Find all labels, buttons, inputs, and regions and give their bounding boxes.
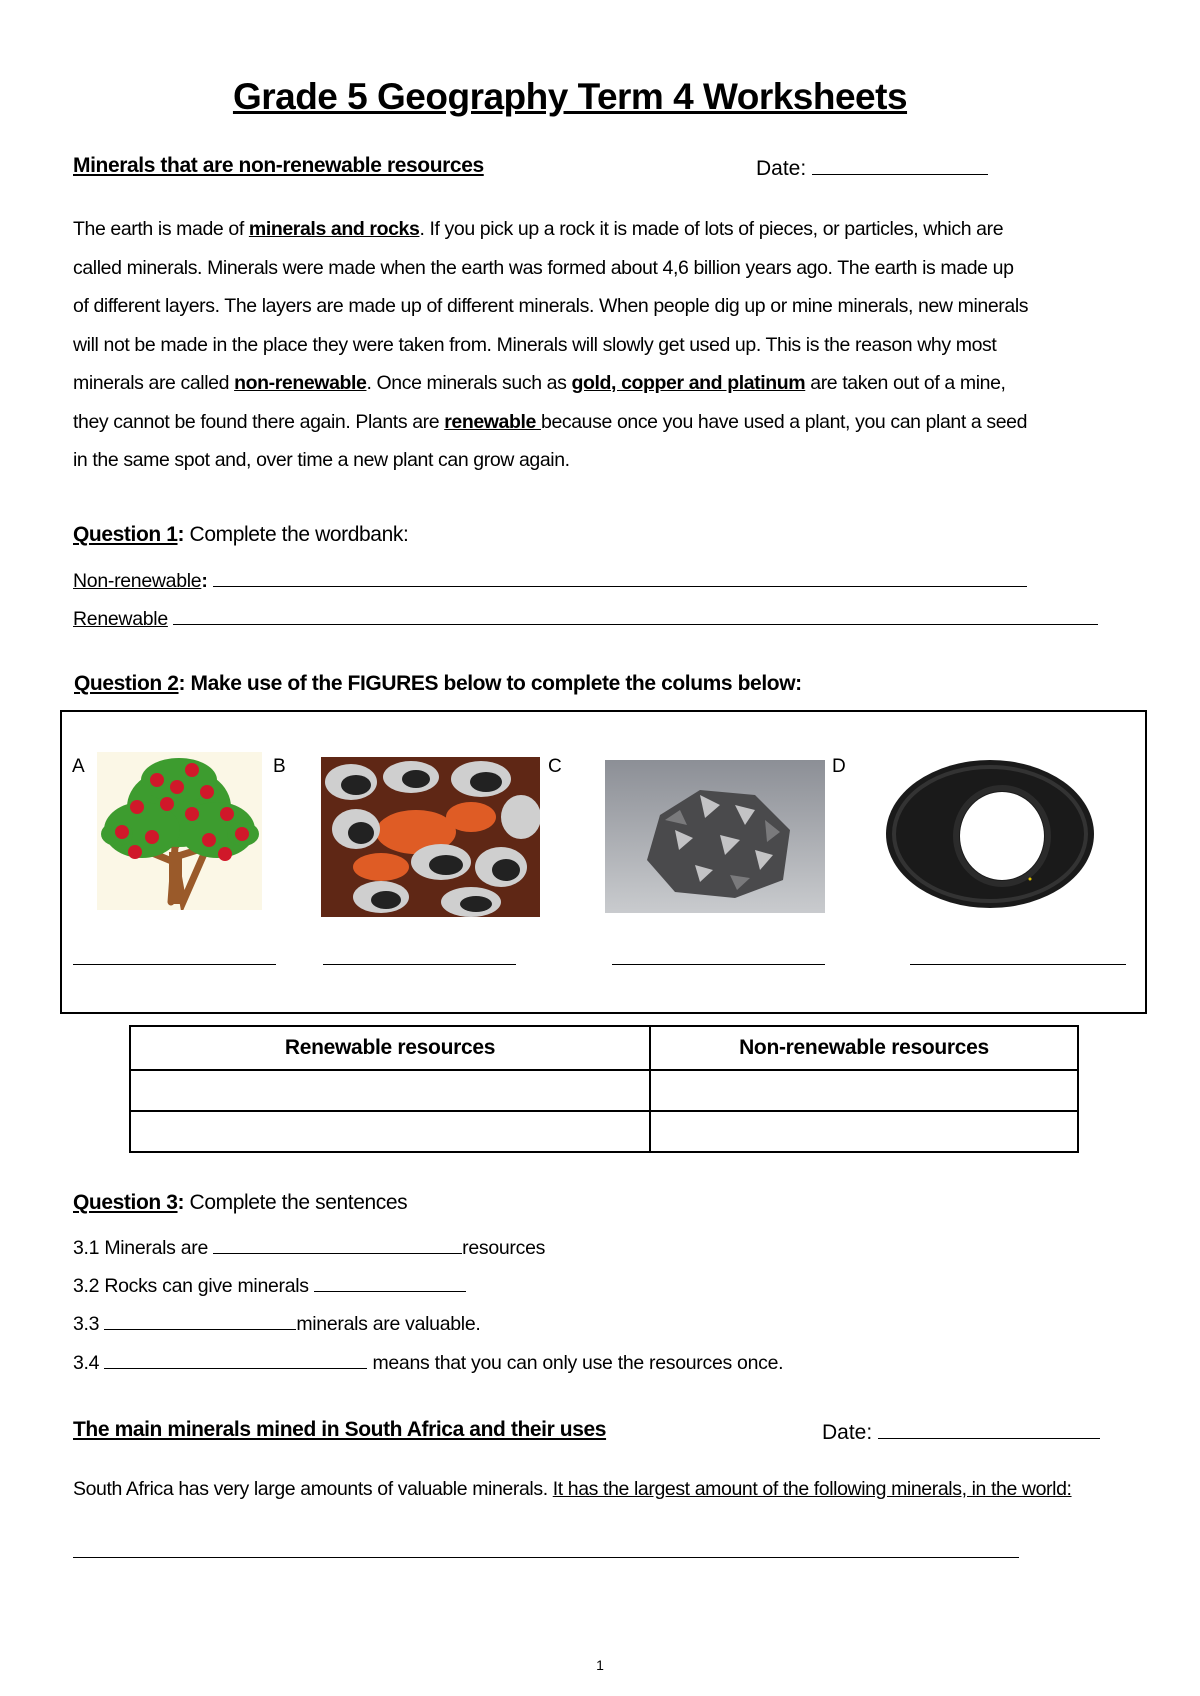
figure-b-coal-image bbox=[321, 757, 540, 917]
figure-label-b: B bbox=[273, 756, 286, 777]
table-cell-renewable-2[interactable] bbox=[130, 1111, 650, 1152]
figure-d-answer-line[interactable] bbox=[910, 964, 1126, 965]
sentence-3-1: 3.1 Minerals are resources bbox=[73, 1233, 545, 1260]
figure-a-answer-line[interactable] bbox=[73, 964, 276, 965]
figure-label-c: C bbox=[548, 756, 562, 777]
date-label: Date: bbox=[756, 157, 807, 180]
sentence-3-3: 3.3 minerals are valuable. bbox=[73, 1309, 481, 1336]
sentence-3-3-blank[interactable] bbox=[104, 1309, 296, 1330]
keyword-minerals-rocks: minerals and rocks bbox=[248, 218, 420, 240]
table-cell-non-renewable-1[interactable] bbox=[650, 1070, 1078, 1111]
question-1-heading: Question 1: Complete the wordbank: bbox=[73, 523, 409, 546]
date-field-2[interactable] bbox=[822, 1418, 1100, 1445]
section-heading-main-minerals: The main minerals mined in South Africa and their uses bbox=[73, 1418, 607, 1441]
section-heading-minerals: Minerals that are non-renewable resources bbox=[73, 154, 484, 177]
wordbank-renewable-blank[interactable] bbox=[173, 604, 1098, 625]
figure-a-tree-image bbox=[97, 752, 262, 910]
figure-c-answer-line[interactable] bbox=[612, 964, 825, 965]
wordbank-non-renewable[interactable]: Non-renewable: bbox=[73, 566, 1027, 593]
table-header-renewable: Renewable resources bbox=[130, 1026, 650, 1070]
page-number: 1 bbox=[596, 1657, 604, 1673]
sentence-3-4: 3.4 means that you can only use the resources once. bbox=[73, 1348, 783, 1375]
figure-b-answer-line[interactable] bbox=[323, 964, 516, 965]
date-blank[interactable] bbox=[812, 154, 988, 175]
table-row bbox=[130, 1070, 1078, 1111]
question-3-heading: Question 3: Complete the sentences bbox=[73, 1191, 408, 1214]
question-2-heading: Question 2: Make use of the FIGURES below to complete the colums below: bbox=[74, 672, 802, 695]
sentence-3-1-blank[interactable] bbox=[213, 1233, 462, 1254]
keyword-non-renewable: non-renewable bbox=[234, 372, 367, 394]
wordbank-non-renewable-blank[interactable] bbox=[213, 566, 1027, 587]
section-2-answer-line[interactable] bbox=[73, 1557, 1019, 1558]
date-field-1[interactable] bbox=[756, 154, 988, 181]
table-cell-renewable-1[interactable] bbox=[130, 1070, 650, 1111]
date-blank[interactable] bbox=[878, 1418, 1100, 1439]
figure-label-d: D bbox=[832, 756, 846, 777]
figure-d-tyre-image bbox=[880, 754, 1100, 914]
table-row bbox=[130, 1111, 1078, 1152]
figure-c-rock-image bbox=[605, 760, 825, 913]
sentence-3-2: 3.2 Rocks can give minerals bbox=[73, 1271, 466, 1298]
sentence-3-2-blank[interactable] bbox=[314, 1271, 466, 1292]
table-header-non-renewable: Non-renewable resources bbox=[650, 1026, 1078, 1070]
page-title: Grade 5 Geography Term 4 Worksheets bbox=[232, 76, 908, 117]
sentence-3-4-blank[interactable] bbox=[104, 1348, 367, 1369]
intro-paragraph: The earth is made of minerals and rocks. If you pick up a rock it is made of lots of pieces, or particles, which are called minerals. Minerals were made when the earth was formed about 4,6 billion years ago. The earth is made up of different layers. The layers are made up of different minerals. When people dig up or mine minerals, new minerals will not be made in the place they were taken from. Minerals will slowly get used up. This is the reason why most minerals are called non-renewable. Once minerals such as gold, copper and platinum are taken out of a mine, they cannot be found there again. Plants are renewable because once you have used a plant, you can plant a seed in the same spot and, over time a new plant can grow again. bbox=[73, 218, 1029, 471]
table-cell-non-renewable-2[interactable] bbox=[650, 1111, 1078, 1152]
figure-label-a: A bbox=[72, 756, 85, 777]
keyword-gold-copper-platinum: gold, copper and platinum bbox=[571, 372, 806, 394]
wordbank-renewable[interactable]: Renewable bbox=[73, 604, 1098, 631]
date-label: Date: bbox=[822, 1421, 873, 1444]
section-2-intro: South Africa has very large amounts of valuable minerals. It has the largest amount of the following minerals, in the world: bbox=[73, 1478, 1072, 1500]
keyword-renewable: renewable bbox=[444, 410, 541, 433]
resources-table bbox=[129, 1025, 1079, 1153]
table-header-row bbox=[130, 1026, 1078, 1070]
